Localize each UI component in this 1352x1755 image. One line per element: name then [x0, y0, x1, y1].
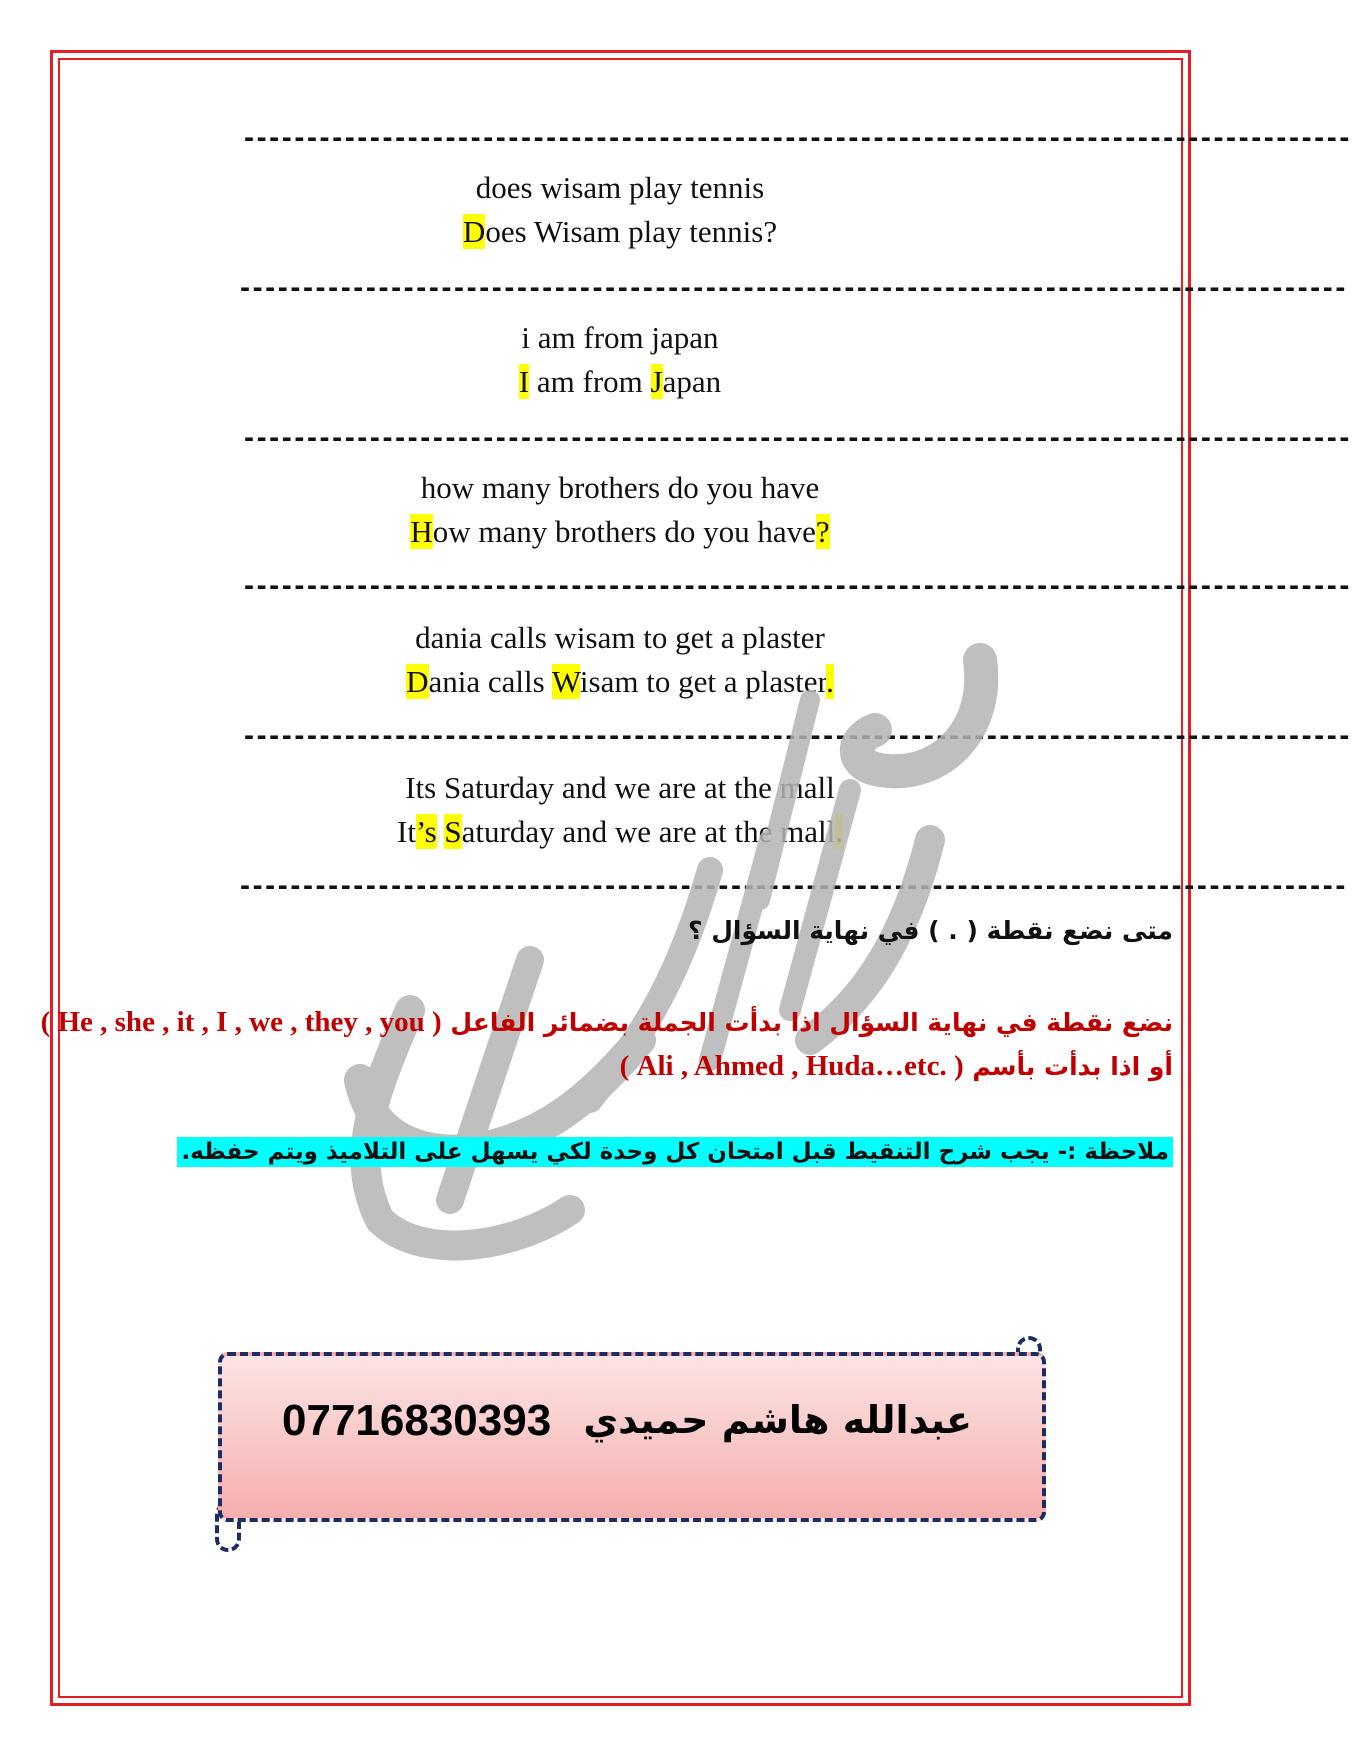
rule-line-2	[620, 1050, 1173, 1083]
teacher-note: ملاحظة :- يجب شرح التنقيط قبل امتحان كل وحدة لكي يسهل على التلاميذ ويتم حفظه.	[177, 1137, 1173, 1167]
separator: ----------------------------------------------------------------------------------------	[244, 569, 1352, 602]
answer-text: am from	[529, 364, 651, 399]
signature-box	[218, 1352, 1046, 1522]
highlighted-correction: .	[835, 814, 843, 849]
highlighted-correction: S	[444, 814, 462, 849]
exercise-question: Its Saturday and we are at the mall	[405, 770, 835, 805]
exercise-question: dania calls wisam to get a plaster	[415, 620, 825, 655]
highlighted-correction: D	[406, 664, 429, 699]
exercise-answer	[120, 360, 1120, 404]
separator: ----------------------------------------------------------------------------------------	[240, 869, 1348, 902]
answer-text: ania calls	[428, 664, 552, 699]
answer-text: apan	[662, 364, 722, 399]
highlighted-correction: ’s	[415, 814, 437, 849]
rule-line-2-names: ( Ali , Ahmed , Huda…etc. )	[619, 1050, 964, 1082]
highlighted-correction: J	[650, 364, 663, 399]
separator: ----------------------------------------------------------------------------------------	[240, 271, 1348, 304]
highlighted-correction: H	[410, 514, 433, 549]
answer-text: isam to get a plaster	[579, 664, 827, 699]
rule-line-1	[41, 1006, 1173, 1039]
exercise-question: does wisam play tennis	[475, 170, 765, 205]
highlighted-correction: I	[518, 364, 530, 399]
highlighted-correction: W	[551, 664, 580, 699]
rule-line-2-arabic: أو اذا بدأت بأسم	[972, 1052, 1173, 1081]
exercise-answer	[120, 810, 1120, 854]
exercise-answer	[120, 510, 1120, 554]
rule-line-1-pronouns: ( He , she , it , I , we , they , you )	[40, 1006, 442, 1038]
answer-text: ow many brothers do you have	[432, 514, 816, 549]
separator: ----------------------------------------------------------------------------------------	[244, 719, 1352, 752]
exercise-question: how many brothers do you have	[420, 470, 820, 505]
exercise-question: i am from japan	[521, 320, 719, 355]
answer-text: oes Wisam play tennis?	[485, 214, 778, 249]
answer-text: It	[397, 814, 416, 849]
author-phone: 07716830393	[282, 1396, 552, 1445]
exercise-answer	[120, 660, 1120, 704]
exercise-answer	[120, 210, 1120, 254]
answer-text: aturday and we are at the mall	[461, 814, 836, 849]
highlighted-correction: .	[826, 664, 834, 699]
highlighted-correction: ?	[815, 514, 830, 549]
author-name: عبدالله هاشم حميدي	[583, 1398, 972, 1442]
rule-question: متى نضع نقطة ( . ) في نهاية السؤال ؟	[688, 916, 1173, 945]
highlighted-correction: D	[462, 214, 486, 249]
rule-line-1-arabic: نضع نقطة في نهاية السؤال اذا بدأت الجملة بضمائر الفاعل	[450, 1008, 1173, 1037]
separator: ----------------------------------------------------------------------------------------	[244, 421, 1352, 454]
separator: ----------------------------------------------------------------------------------------	[244, 121, 1352, 154]
